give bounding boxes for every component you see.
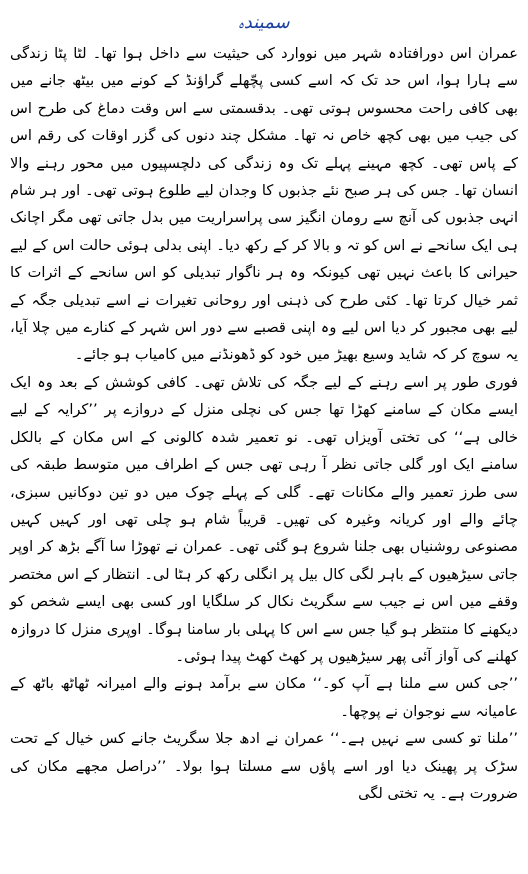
paragraph: ’’جی کس سے ملنا ہے آپ کو۔‘‘ مکان سے برآمد ہونے والے امیرانہ ٹھاٹھ باٹھ کے عامیانہ سے نوجوان نے پوچھا۔	[10, 675, 518, 720]
body-text	[10, 40, 518, 807]
chapter-title: ﺳﻤﯿﻨﺪﮦ	[238, 12, 290, 33]
paragraph: ’’ملنا تو کسی سے نہیں ہے۔‘‘ عمران نے ادھ جلا سگریٹ جانے کس خیال کے تحت سڑک پر پھینک دیا اور اسے پاؤں سے مسلتا ہوا بولا۔ ’’دراصل مجھے مکان کی ضرورت ہے۔ یہ تختی لگی	[10, 730, 518, 802]
paragraph: فوری طور پر اسے رہنے کے لیے جگہ کی تلاش تھی۔ کافی کوشش کے بعد وہ ایک ایسے مکان کے سامنے کھڑا تھا جس کی نچلی منزل کے دروازے پر ’’کرایہ کے لیے خالی ہے‘‘ کی تختی آویزاں تھی۔ نو تعمیر شدہ کالونی کے اس مکان کے بالکل سامنے ایک اور گلی جاتی نظر آ رہی تھی جس کے اطراف میں متوسط طبقہ کی سی طرز تعمیر والے مکانات تھے۔ گلی کے پہلے چوک میں دو تین دوکانیں سبزی، چائے والے اور کریانہ وغیرہ کی تھیں۔ قریباً شام ہو چلی تھی اور کہیں کہیں مصنوعی روشنیاں بھی جلنا شروع ہو گئی تھی۔ عمران نے تھوڑا سا آگے بڑھ کر اوپر جاتی سیڑھیوں کے باہر لگی کال بیل پر انگلی رکھ کر ہٹا لی۔ انتظار کے اس مختصر وقفے میں اس نے جیب سے سگریٹ نکال کر سلگایا اور کسی بھی ایسے شخص کو دیکھنے کا منتظر ہو گیا جس سے اس کا پہلی بار سامنا ہوگا۔ اوپری منزل کا دروازہ کھلنے کی آواز آئی پھر سیڑھیوں پر کھٹ کھٹ پیدا ہوئی۔	[10, 373, 518, 665]
paragraph: عمران اس دورافتادہ شہر میں نووارد کی حیثیت سے داخل ہوا تھا۔ لٹا پٹا زندگی سے ہارا ہوا، اس حد تک کہ اسے کسی پچّھلے گراؤنڈ کے کونے میں بیٹھ جانے میں بھی کافی راحت محسوس ہوتی تھی۔ بدقسمتی سے اس وقت دماغ کی طرح اس کی جیب میں بھی کچھ خاص نہ تھا۔ مشکل چند دنوں کی گزر اوقات کی رقم اس کے پاس تھی۔ کچھ مہینے پہلے تک وہ زندگی کی دلچسپیوں میں محور رہنے والا انسان تھا۔ جس کی ہر صبح نئے جذبوں کا وجدان لیے طلوع ہوتی تھی۔ اور ہر شام انہی جذبوں کی آنچ سے رومان انگیز سی پراسراریت میں بدل جاتی تھی مگر اچانک ہی ایک سانحے نے اس کو تہ و بالا کر کے رکھ دیا۔ اپنی بدلی ہوئی حالت اس کے لیے حیرانی کا باعث نہیں تھی کیونکہ وہ ہر ناگوار تبدیلی کو اس سانحے کے اثرات کا ثمر خیال کرتا تھا۔ کئی طرح کی ذہنی اور روحانی تغیرات نے اسے تبدیلی جگہ کے لیے بھی مجبور کر دیا اس لیے وہ اپنی قصبے سے دور اس شہر کے کنارے میں چلا آیا، یہ سوچ کر کہ شاید وسیع بھیڑ میں خود کو ڈھونڈنے میں کامیاب ہو جائے۔	[10, 45, 518, 364]
